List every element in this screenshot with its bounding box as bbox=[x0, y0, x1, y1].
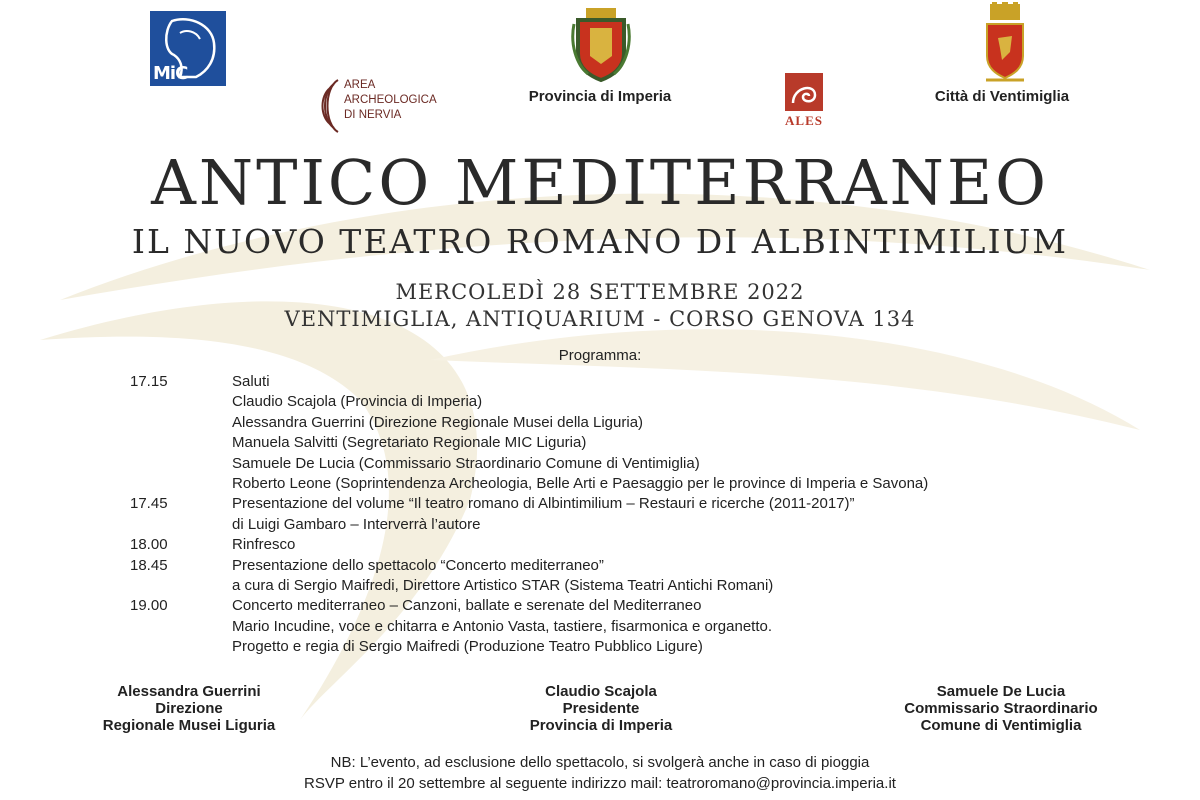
ales-logo bbox=[783, 73, 825, 135]
schedule-line: di Luigi Gambaro – Interverrà l’autore bbox=[232, 515, 481, 533]
schedule-details bbox=[232, 372, 928, 494]
schedule-line: Roberto Leone (Soprintendenza Archeologia, Belle Arti e Paesaggio per le province di Imperia e Savona) bbox=[232, 475, 929, 493]
schedule-line: Alessandra Guerrini (Direzione Regionale Musei della Liguria) bbox=[232, 413, 644, 431]
schedule-time: 17.45 bbox=[130, 495, 168, 513]
nervia-logo-text: AREA ARCHEOLOGICA DI NERVIA bbox=[344, 79, 437, 121]
spiral-icon bbox=[785, 73, 823, 111]
schedule-line: a cura di Sergio Maifredi, Direttore Artistico STAR (Sistema Teatri Antichi Romani) bbox=[232, 577, 774, 595]
schedule-details bbox=[232, 596, 772, 657]
crown-shield-icon bbox=[982, 2, 1028, 84]
ales-mark bbox=[785, 73, 823, 111]
provincia-coat-of-arms bbox=[570, 4, 632, 84]
schedule-details bbox=[232, 494, 855, 535]
provincia-name: Provincia di Imperia bbox=[528, 88, 672, 105]
rsvp-note: RSVP entro il 20 settembre al seguente indirizzo mail: teatroromano@provincia.imperia.it bbox=[304, 775, 896, 792]
rain-note: NB: L’evento, ad esclusione dello spettacolo, si svolgerà anche in caso di pioggia bbox=[330, 754, 870, 771]
mic-logo-text: MiC bbox=[153, 63, 188, 84]
event-place: VENTIMIGLIA, ANTIQUARIUM - CORSO GENOVA 134 bbox=[284, 307, 916, 331]
schedule bbox=[130, 372, 1030, 658]
schedule-time: 17.15 bbox=[130, 373, 168, 390]
schedule-item bbox=[130, 535, 1030, 555]
schedule-time: 18.00 bbox=[130, 536, 168, 554]
schedule-line: Concerto mediterraneo – Canzoni, ballate e serenate del Mediterraneo bbox=[232, 597, 702, 615]
schedule-line: Claudio Scajola (Provincia di Imperia) bbox=[232, 393, 483, 411]
mic-logo bbox=[150, 11, 226, 86]
schedule-item bbox=[130, 494, 1030, 535]
schedule-time: 18.45 bbox=[130, 556, 168, 574]
schedule-item bbox=[130, 372, 1030, 494]
schedule-line: Progetto e regia di Sergio Maifredi (Produzione Teatro Pubblico Ligure) bbox=[232, 638, 703, 656]
nervia-logo bbox=[318, 78, 458, 134]
schedule-details bbox=[232, 535, 295, 555]
signature-scajola: Claudio Scajola Presidente Provincia di Imperia bbox=[529, 683, 673, 734]
schedule-line: Mario Incudine, voce e chitarra e Antonio Vasta, tastiere, fisarmonica e organetto. bbox=[232, 617, 773, 635]
schedule-line: Samuele De Lucia (Commissario Straordinario Comune di Ventimiglia) bbox=[232, 454, 700, 472]
schedule-item bbox=[130, 556, 1030, 597]
shield-icon bbox=[570, 4, 632, 84]
footer-note bbox=[0, 752, 1200, 794]
schedule-line: Presentazione del volume “Il teatro romano di Albintimilium – Restauri e ricerche (2011-2017)” bbox=[232, 495, 855, 513]
schedule-time: 19.00 bbox=[130, 597, 168, 615]
signature-de-lucia: Samuele De Lucia Commissario Straordinario Comune di Ventimiglia bbox=[904, 683, 1098, 734]
main-title: ANTICO MEDITERRANEO bbox=[151, 146, 1049, 219]
ventimiglia-coat-of-arms bbox=[982, 2, 1028, 84]
schedule-line: Saluti bbox=[232, 373, 270, 390]
arches-icon bbox=[318, 78, 342, 134]
signature-guerrini: Alessandra Guerrini Direzione Regionale Musei Liguria bbox=[102, 683, 276, 734]
subtitle: IL NUOVO TEATRO ROMANO DI ALBINTIMILIUM bbox=[131, 222, 1069, 261]
ales-logo-text: ALES bbox=[785, 113, 823, 128]
event-date: MERCOLEDÌ 28 SETTEMBRE 2022 bbox=[395, 280, 805, 304]
schedule-item bbox=[130, 596, 1030, 657]
ventimiglia-name: Città di Ventimiglia bbox=[934, 88, 1070, 105]
programma-heading: Programma: bbox=[558, 347, 642, 364]
schedule-line: Rinfresco bbox=[232, 536, 296, 554]
schedule-details bbox=[232, 556, 773, 597]
schedule-line: Presentazione dello spettacolo “Concerto mediterraneo” bbox=[232, 556, 604, 574]
schedule-line: Manuela Salvitti (Segretariato Regionale MIC Liguria) bbox=[232, 434, 587, 452]
